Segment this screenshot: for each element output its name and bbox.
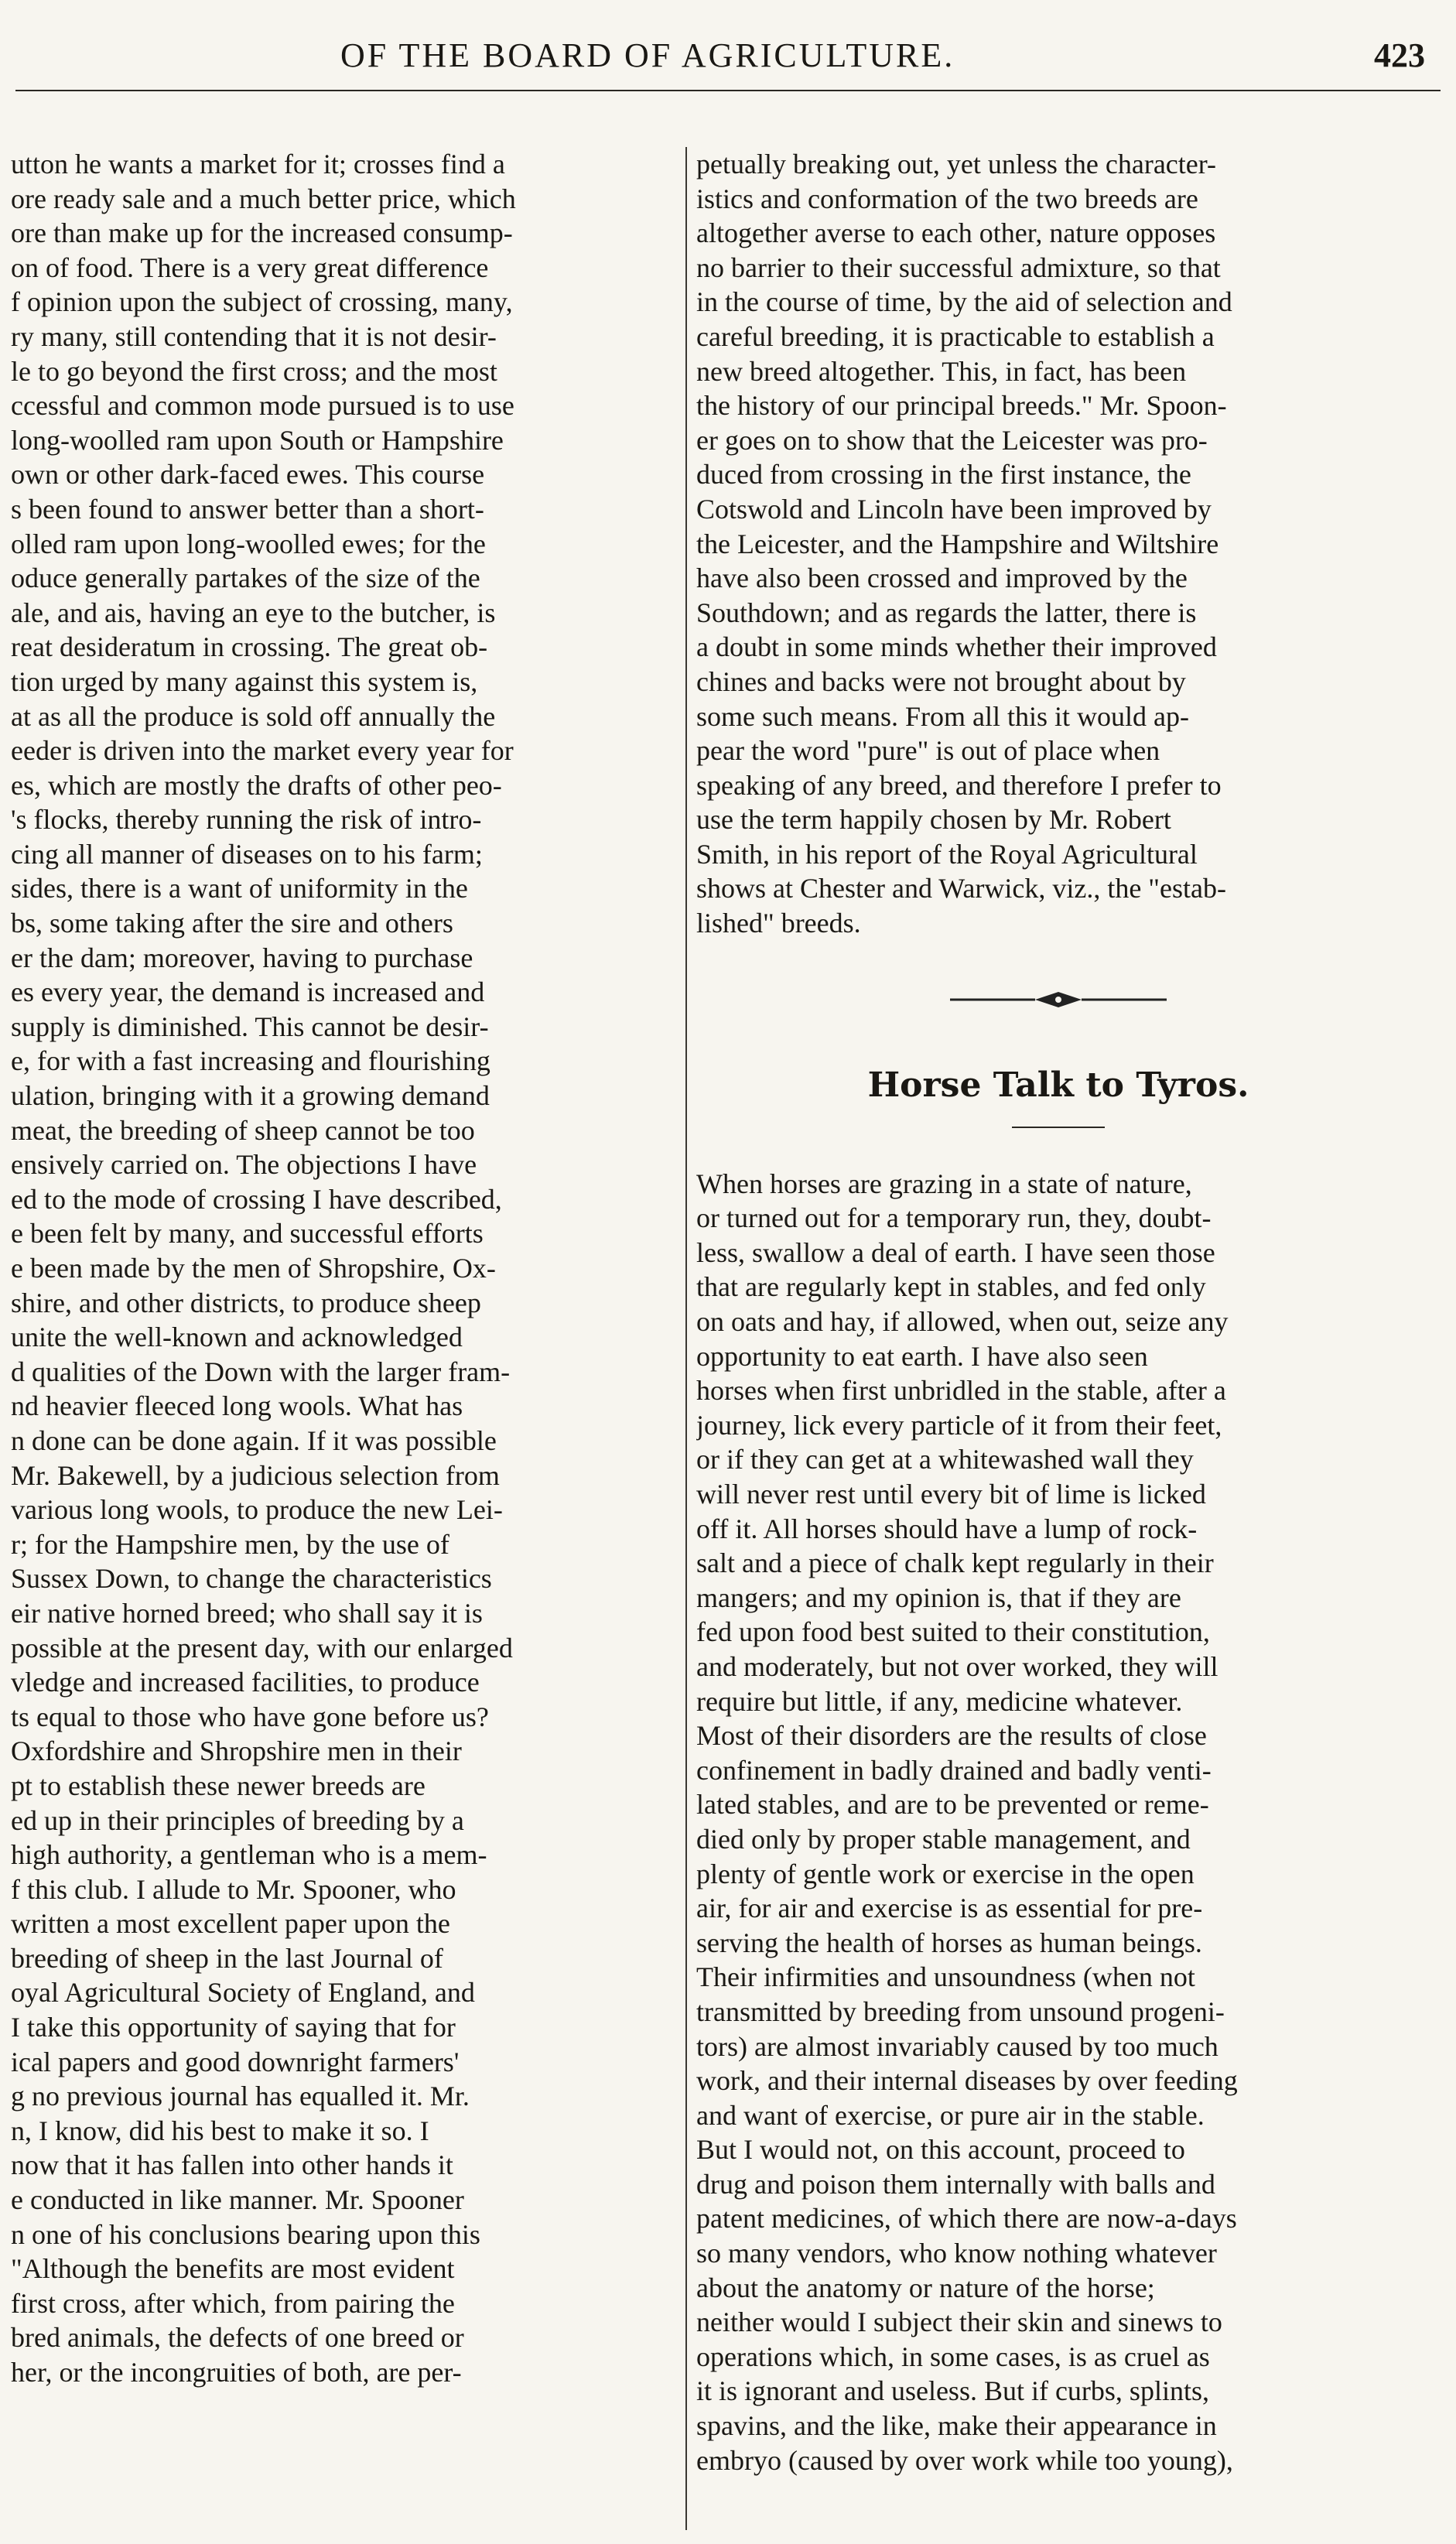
text-line: petually breaking out, yet unless the character-: [696, 149, 1217, 180]
text-line: n, I know, did his best to make it so. I: [11, 2115, 429, 2146]
text-line: Cotswold and Lincoln have been improved by: [696, 493, 1212, 525]
text-line: s been found to answer better than a short-: [11, 493, 484, 525]
text-line: about the anatomy or nature of the horse;: [696, 2272, 1155, 2303]
text-line: will never rest until every bit of lime is licked: [696, 1479, 1206, 1510]
text-line: istics and conformation of the two breeds are: [696, 183, 1198, 214]
text-line: "Although the benefits are most evident: [11, 2253, 455, 2285]
text-line: some such means. From all this it would ap-: [696, 700, 1189, 732]
text-line: eeder is driven into the market every year for: [11, 735, 514, 767]
text-line: duced from crossing in the first instance, the: [696, 459, 1191, 491]
running-head-title: OF THE BOARD OF AGRICULTURE.: [340, 36, 955, 74]
text-line: have also been crossed and improved by the: [696, 562, 1188, 594]
text-line: her, or the incongruities of both, are per-: [11, 2357, 462, 2388]
text-line: ed up in their principles of breeding by a: [11, 1804, 464, 1836]
text-line: reat desideratum in crossing. The great ob-: [11, 631, 488, 663]
text-line: Mr. Bakewell, by a judicious selection from: [11, 1459, 500, 1491]
text-line: e been felt by many, and successful efforts: [11, 1218, 484, 1250]
text-line: ed to the mode of crossing I have described,: [11, 1183, 502, 1215]
text-line: ulation, bringing with it a growing demand: [11, 1080, 490, 1112]
text-line: salt and a piece of chalk kept regularly in their: [696, 1547, 1214, 1579]
text-line: n done can be done again. If it was possible: [11, 1424, 497, 1456]
text-line: chines and backs were not brought about by: [696, 665, 1186, 697]
text-line: unite the well-known and acknowledged: [11, 1322, 463, 1353]
text-line: transmitted by breeding from unsound progeni-: [696, 1995, 1225, 2027]
text-line: 's flocks, thereby running the risk of intro-: [11, 804, 482, 836]
text-line: ale, and ais, having an eye to the butcher, is: [11, 597, 496, 628]
text-line: Oxfordshire and Shropshire men in their: [11, 1735, 462, 1767]
text-line: or if they can get at a whitewashed wall they: [696, 1444, 1194, 1475]
text-line: use the term happily chosen by Mr. Robert: [696, 804, 1171, 836]
column-divider: [685, 147, 687, 2530]
text-line: bred animals, the defects of one breed or: [11, 2322, 464, 2354]
text-line: embryo (caused by over work while too young),: [696, 2444, 1233, 2476]
text-line: shire, and other districts, to produce sheep: [11, 1287, 481, 1318]
text-line: e been made by the men of Shropshire, Ox-: [11, 1253, 496, 1284]
text-line: r; for the Hampshire men, by the use of: [11, 1528, 449, 1560]
text-line: When horses are grazing in a state of nature,: [696, 1168, 1192, 1199]
text-line: altogether averse to each other, nature opposes: [696, 217, 1216, 249]
text-line: ical papers and good downright farmers': [11, 2046, 460, 2077]
text-line: opportunity to eat earth. I have also seen: [696, 1340, 1148, 1372]
text-line: Sussex Down, to change the characteristics: [11, 1563, 492, 1595]
text-line: the history of our principal breeds." Mr. Spoon-: [696, 390, 1227, 422]
text-line: es, which are mostly the drafts of other peo-: [11, 769, 502, 801]
text-line: oduce generally partakes of the size of the: [11, 562, 480, 594]
text-line: horses when first unbridled in the stable, after a: [696, 1375, 1226, 1407]
text-line: drug and poison them internally with balls and: [696, 2168, 1215, 2200]
text-line: meat, the breeding of sheep cannot be too: [11, 1114, 475, 1146]
text-line: f this club. I allude to Mr. Spooner, who: [11, 1873, 456, 1905]
text-line: first cross, after which, from pairing the: [11, 2287, 455, 2319]
text-line: f opinion upon the subject of crossing, many,: [11, 286, 513, 318]
text-line: Their infirmities and unsoundness (when not: [696, 1961, 1195, 1993]
text-line: now that it has fallen into other hands it: [11, 2149, 453, 2181]
text-line: ensively carried on. The objections I have: [11, 1149, 477, 1181]
text-line: and moderately, but not over worked, they will: [696, 1650, 1218, 1682]
text-line: bs, some taking after the sire and others: [11, 908, 453, 939]
text-line: speaking of any breed, and therefore I prefer to: [696, 769, 1222, 801]
text-line: and want of exercise, or pure air in the stable.: [696, 2099, 1205, 2131]
text-line: work, and their internal diseases by over feeding: [696, 2065, 1238, 2097]
text-line: tors) are almost invariably caused by too much: [696, 2030, 1218, 2062]
text-line: er the dam; moreover, having to purchase: [11, 942, 473, 973]
text-line: died only by proper stable management, and: [696, 1823, 1191, 1855]
text-line: pear the word "pure" is out of place when: [696, 735, 1160, 767]
text-line: confinement in badly drained and badly venti-: [696, 1754, 1212, 1786]
text-line: e, for with a fast increasing and flourishing: [11, 1045, 490, 1077]
text-line: I take this opportunity of saying that for: [11, 2012, 456, 2043]
text-line: lated stables, and are to be prevented or reme-: [696, 1789, 1209, 1821]
title-rule: [1012, 1127, 1105, 1128]
section-ornament: [696, 984, 1420, 1015]
text-line: in the course of time, by the aid of selection and: [696, 286, 1232, 318]
section-title: Horse Talk to Tyros.: [867, 1065, 1249, 1105]
text-line: ore ready sale and a much better price, which: [11, 183, 516, 214]
text-line: new breed altogether. This, in fact, has been: [696, 355, 1187, 387]
text-line: possible at the present day, with our enlarged: [11, 1632, 513, 1664]
text-line: plenty of gentle work or exercise in the open: [696, 1858, 1195, 1889]
text-line: cing all manner of diseases on to his farm;: [11, 838, 483, 870]
text-line: so many vendors, who know nothing whatever: [696, 2238, 1217, 2269]
text-line: lished" breeds.: [696, 908, 861, 939]
text-line: various long wools, to produce the new Lei-: [11, 1494, 503, 1526]
text-line: air, for air and exercise is as essential for pre-: [696, 1893, 1203, 1924]
continued-article: [696, 147, 1420, 941]
text-line: vledge and increased facilities, to produce: [11, 1667, 480, 1698]
text-line: breeding of sheep in the last Journal of: [11, 1942, 443, 1974]
text-line: on oats and hay, if allowed, when out, seize any: [696, 1306, 1229, 1338]
text-line: g no previous journal has equalled it. Mr.: [11, 2081, 470, 2112]
horse-talk-article: [696, 1167, 1420, 2478]
text-line: mangers; and my opinion is, that if they are: [696, 1581, 1181, 1613]
text-line: ccessful and common mode pursued is to use: [11, 390, 514, 422]
text-line: pt to establish these newer breeds are: [11, 1770, 426, 1801]
text-line: spavins, and the like, make their appearance in: [696, 2410, 1217, 2442]
text-line: operations which, in some cases, is as cruel as: [696, 2341, 1210, 2372]
text-line: But I would not, on this account, proceed to: [696, 2134, 1185, 2166]
text-line: on of food. There is a very great difference: [11, 251, 489, 283]
text-line: oyal Agricultural Society of England, and: [11, 1977, 475, 2009]
text-line: shows at Chester and Warwick, viz., the "estab-: [696, 873, 1226, 904]
text-line: e conducted in like manner. Mr. Spooner: [11, 2184, 464, 2216]
text-line: ry many, still contending that it is not desir-: [11, 320, 497, 352]
text-line: a doubt in some minds whether their improved: [696, 631, 1217, 663]
text-line: tion urged by many against this system is,: [11, 665, 478, 697]
text-line: Most of their disorders are the results of close: [696, 1720, 1207, 1752]
header-rule: [15, 90, 1441, 91]
text-line: or turned out for a temporary run, they, doubt-: [696, 1202, 1212, 1234]
text-line: fed upon food best suited to their constitution,: [696, 1616, 1210, 1648]
text-line: utton he wants a market for it; crosses find a: [11, 149, 505, 180]
right-column: [696, 147, 1420, 2522]
text-line: require but little, if any, medicine whatever.: [696, 1685, 1183, 1717]
text-line: Southdown; and as regards the latter, there is: [696, 597, 1197, 628]
text-line: er goes on to show that the Leicester was pro-: [696, 424, 1208, 456]
text-line: sides, there is a want of uniformity in the: [11, 873, 468, 904]
text-line: nd heavier fleeced long wools. What has: [11, 1390, 463, 1422]
text-line: it is ignorant and useless. But if curbs, splints,: [696, 2375, 1209, 2407]
text-line: no barrier to their successful admixture, so that: [696, 251, 1221, 283]
text-line: Smith, in his report of the Royal Agricultural: [696, 838, 1198, 870]
text-line: careful breeding, it is practicable to establish a: [696, 320, 1215, 352]
left-column: [11, 147, 673, 2522]
text-line: le to go beyond the first cross; and the most: [11, 355, 497, 387]
text-line: eir native horned breed; who shall say it is: [11, 1597, 483, 1629]
text-line: the Leicester, and the Hampshire and Wiltshire: [696, 528, 1219, 559]
text-line: olled ram upon long-woolled ewes; for the: [11, 528, 486, 559]
text-line: ore than make up for the increased consump-: [11, 217, 513, 249]
text-line: supply is diminished. This cannot be desir-: [11, 1010, 489, 1042]
page-number: 423: [1374, 36, 1425, 74]
text-line: high authority, a gentleman who is a mem-: [11, 1839, 487, 1871]
text-line: es every year, the demand is increased and: [11, 976, 485, 1008]
text-line: journey, lick every particle of it from their feet,: [696, 1409, 1222, 1441]
text-line: written a most excellent paper upon the: [11, 1908, 450, 1940]
text-line: ts equal to those who have gone before us?: [11, 1701, 489, 1732]
text-line: own or other dark-faced ewes. This course: [11, 459, 485, 491]
text-line: at as all the produce is sold off annually the: [11, 700, 496, 732]
text-line: d qualities of the Down with the larger fram-: [11, 1356, 511, 1387]
text-line: serving the health of horses as human beings.: [696, 1927, 1202, 1958]
running-head: [0, 22, 1456, 107]
text-line: that are regularly kept in stables, and fed only: [696, 1271, 1206, 1303]
text-line: patent medicines, of which there are now-a-days: [696, 2203, 1237, 2235]
text-line: neither would I subject their skin and sinews to: [696, 2306, 1222, 2338]
text-line: long-woolled ram upon South or Hampshire: [11, 424, 504, 456]
text-line: off it. All horses should have a lump of rock-: [696, 1513, 1198, 1544]
text-line: less, swallow a deal of earth. I have seen those: [696, 1236, 1215, 1268]
text-line: n one of his conclusions bearing upon this: [11, 2218, 480, 2250]
